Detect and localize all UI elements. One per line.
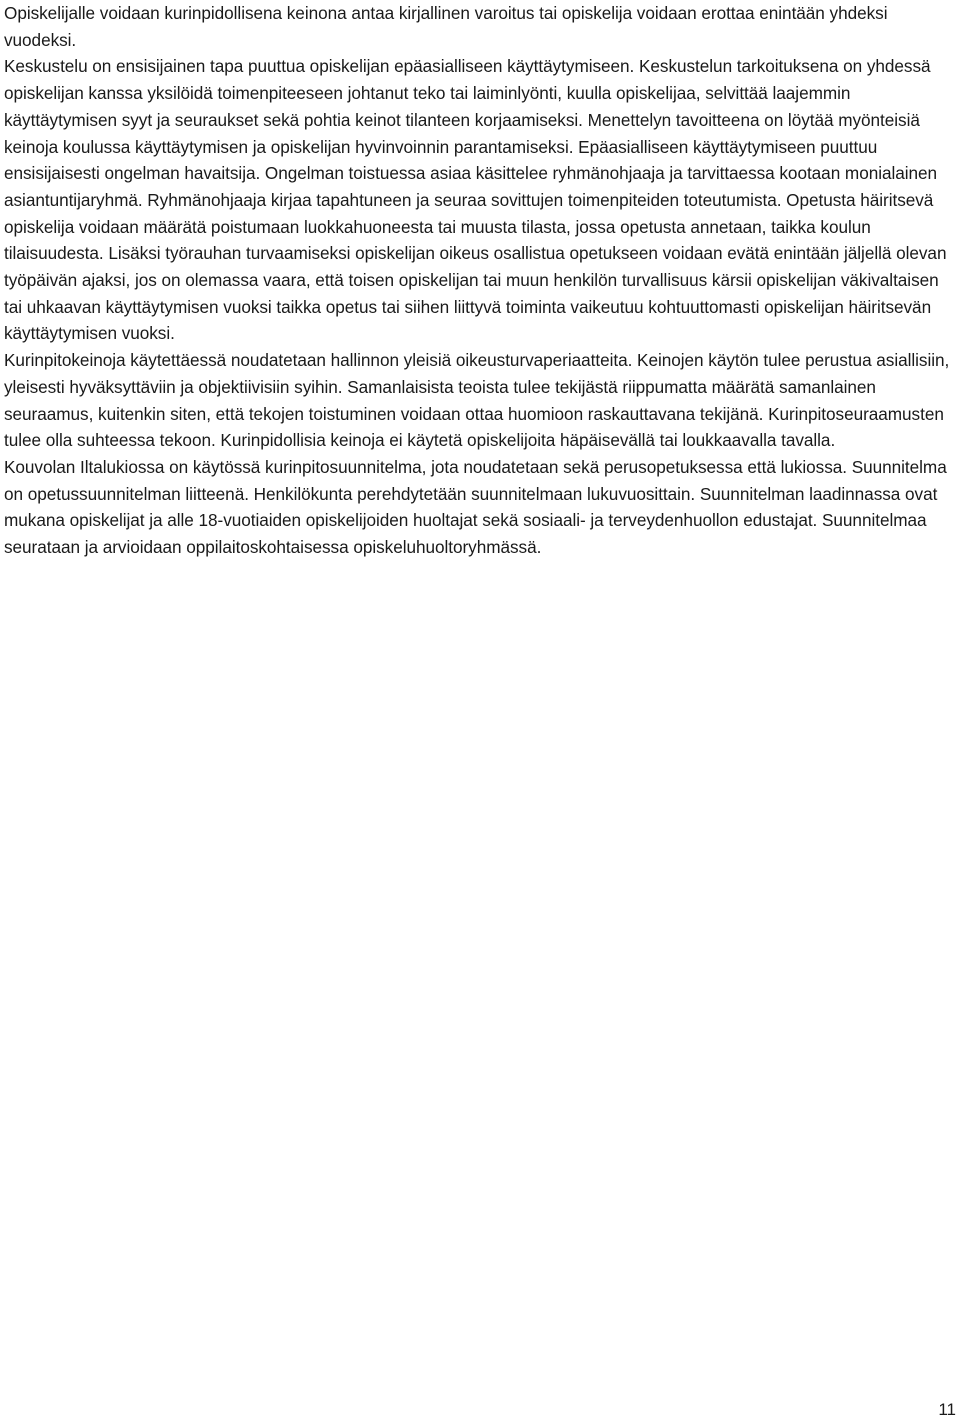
page-number: 11 [938,1400,956,1419]
paragraph-discussion-procedure: Keskustelu on ensisijainen tapa puuttua opiskelijan epäasialliseen käyttäytymiseen. Keskustelun tarkoituksena on yhdessä opiskelijan kanssa yksilöidä toimenpiteeseen johtanut teko tai laiminlyönti, kuulla opiskelijaa, selvittää laajemmin käyttäytymisen syyt ja seuraukset sekä pohtia keinot tilanteen korjaamiseksi. Menettelyn tavoitteena on löytää myönteisiä keinoja koulussa käyttäytymisen ja opiskelijan hyvinvoinnin parantamiseksi. Epäasialliseen käyttäytymiseen puuttuu ensisijaisesti ongelman havaitsija. Ongelman toistuessa asiaa käsittelee ryhmänohjaaja ja tarvittaessa kootaan monialainen asiantuntijaryhmä. Ryhmänohjaaja kirjaa tapahtuneen ja seuraa sovittujen toimenpiteiden toteutumista. Opetusta häiritsevä opiskelija voidaan määrätä poistumaan luokkahuoneesta tai muusta tilasta, jossa opetusta annetaan, taikka koulun tilaisuudesta. Lisäksi työrauhan turvaamiseksi opiskelijan oikeus osallistua opetukseen voidaan evätä enintään jäljellä olevan työpäivän ajaksi, jos on olemassa vaara, että toisen opiskelijan tai muun henkilön turvallisuus kärsii opiskelijan väkivaltaisen tai uhkaavan käyttäytymisen vuoksi taikka opetus tai siihen liittyvä toiminta vaikeutuu kohtuuttomasti opiskelijan häiritsevän käyttäytymisen vuoksi. [4,56,947,344]
paragraph-legal-principles: Kurinpitokeinoja käytettäessä noudatetaan hallinnon yleisiä oikeusturvaperiaatteita. Keinojen käytön tulee perustua asiallisiin, yleisesti hyväksyttäviin ja objektiivisiin syihin. Samanlaisista teoista tulee tekijästä riippumatta määrätä samanlainen seuraamus, kuitenkin siten, että tekojen toistuminen voidaan ottaa huomioon raskauttavana tekijänä. Kurinpitoseuraamusten tulee olla suhteessa tekoon. Kurinpidollisia keinoja ei käytetä opiskelijoita häpäisevällä tai loukkaavalla tavalla. [4,350,950,451]
paragraph-discipline-plan: Kouvolan Iltalukiossa on käytössä kurinpitosuunnitelma, jota noudatetaan sekä perusopetuksessa että lukiossa. Suunnitelma on opetussuunnitelman liitteenä. Henkilökunta perehdytetään suunnitelmaan lukuvuosittain. Suunnitelman laadinnassa ovat mukana opiskelijat ja alle 18-vuotiaiden opiskelijoiden huoltajat sekä sosiaali- ja terveydenhuollon edustajat. Suunnitelmaa seurataan ja arvioidaan oppilaitoskohtaisessa opiskeluhuoltoryhmässä. [4,456,947,558]
paragraph-disciplinary-measures: Opiskelijalle voidaan kurinpidollisena keinona antaa kirjallinen varoitus tai opiskelija voidaan erottaa enintään yhdeksi vuodeksi. [4,3,888,50]
document-body [4,0,958,561]
